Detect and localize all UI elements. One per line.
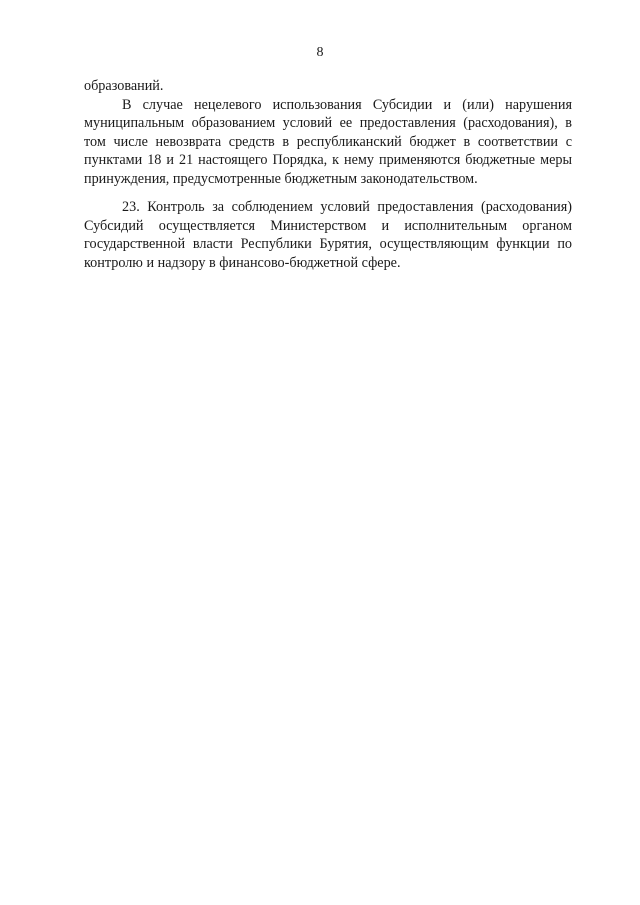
paragraph-continuation: образований. [84,78,164,94]
text-section-2 [84,198,572,272]
paragraph-misuse: В случае нецелевого использования Субсидии и (или) нарушения муниципальным образованием условий ее предоставления (расходования), в том числе невозврата средств в республиканский бюджет в соответствии с пунктами 18 и 21 настоящего Порядка, к нему применяются бюджетные меры принуждения, предусмотренные бюджетным законодательством. [84,96,572,187]
page-number: 8 [316,45,324,60]
paragraph-clause-23: 23. Контроль за соблюдением условий предоставления (расходования) Субсидий осуществляется Министерством и исполнительным органом государственной власти Республики Бурятия, осуществляющим функции по контролю и надзору в финансово-бюджетной сфере. [84,199,572,271]
text-section-1 [84,77,572,189]
